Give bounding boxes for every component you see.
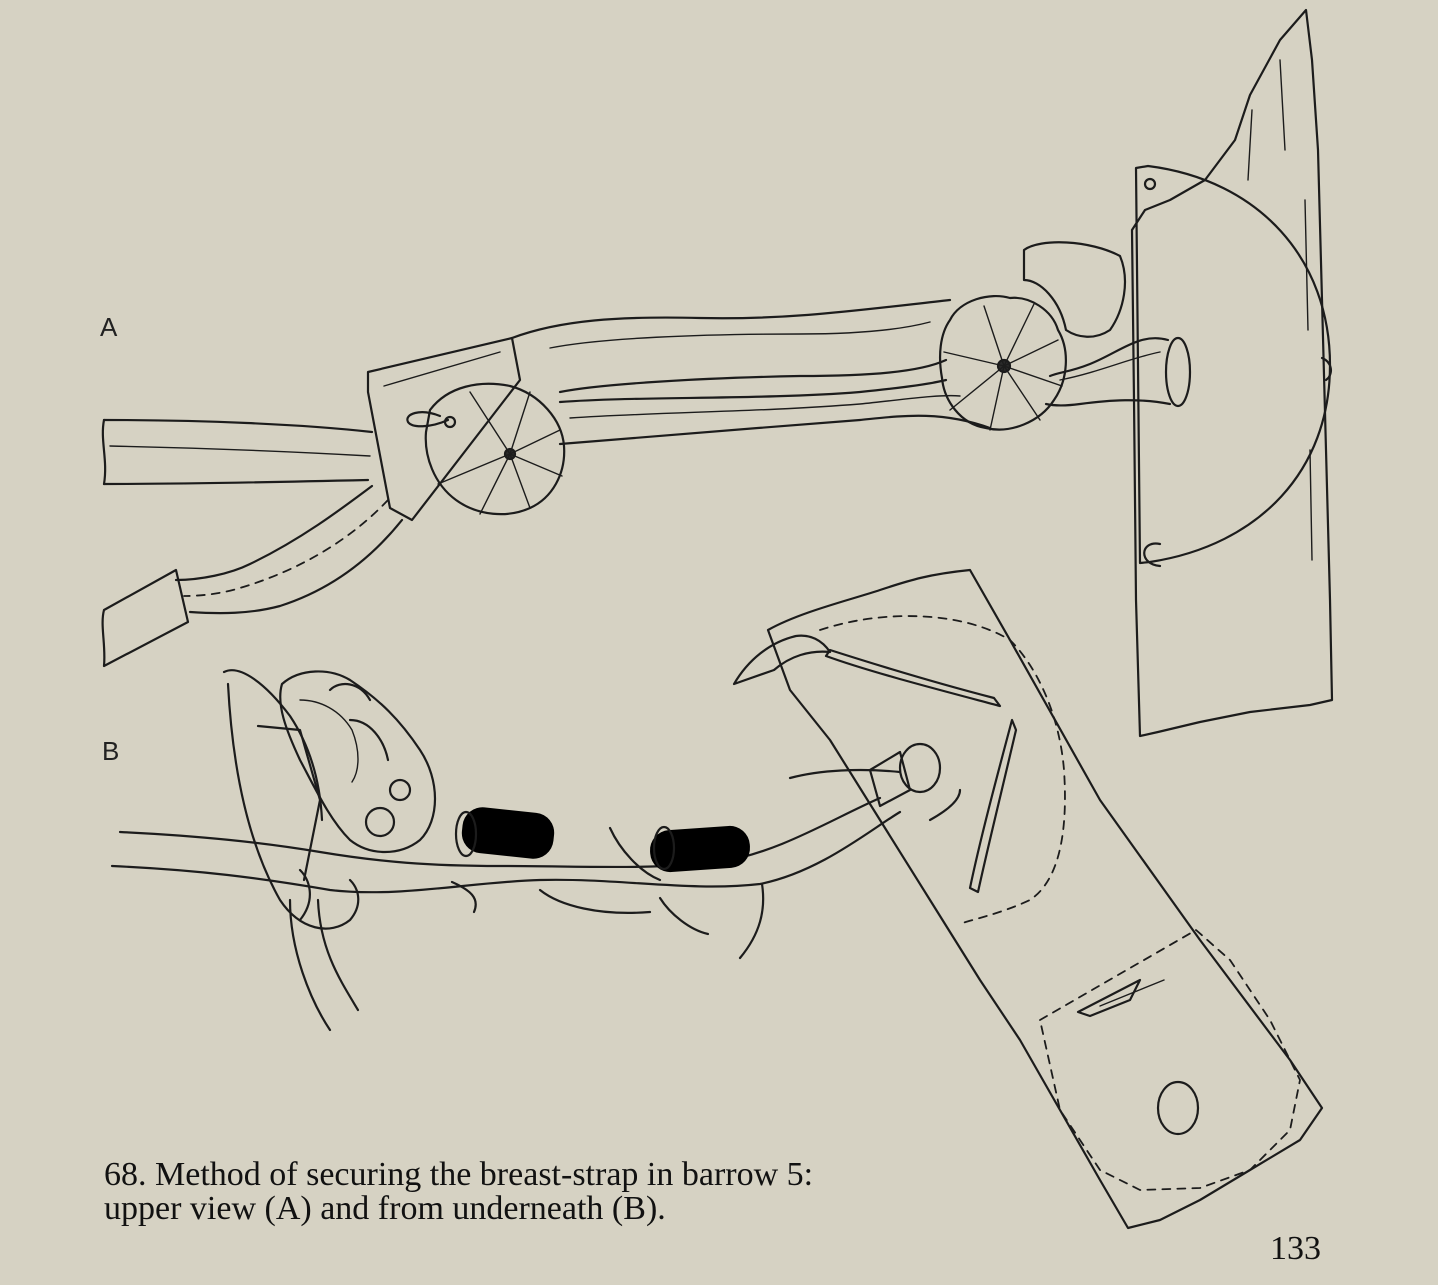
figure-number: 68. <box>104 1156 147 1193</box>
caption-line-1 <box>104 1158 1004 1192</box>
oval-hole <box>1158 1082 1198 1134</box>
figure-caption <box>104 1158 1004 1226</box>
view-a-label: A <box>100 312 118 342</box>
caption-text-2b: ) and from underneath ( <box>300 1190 624 1227</box>
caption-text-2a: upper view ( <box>104 1190 276 1227</box>
stud-head-a <box>1166 338 1190 406</box>
torn-leather-panel-b <box>768 570 1322 1228</box>
caption-text-1: Method of securing the breast-strap in barrow 5: <box>146 1156 814 1193</box>
view-a-drawing <box>103 10 1332 736</box>
view-b-label: B <box>102 736 120 766</box>
page-number: 133 <box>1270 1230 1321 1267</box>
flower-boss-right <box>940 296 1066 430</box>
caption-line-2 <box>104 1192 1004 1226</box>
caption-text-2c: ). <box>645 1190 666 1227</box>
torn-leather-panel-a <box>1132 10 1332 736</box>
stud-head-b <box>900 744 940 792</box>
upper-strap-a <box>512 300 950 338</box>
view-b-drawing <box>112 570 1322 1228</box>
caption-label-b: B <box>623 1190 646 1227</box>
semicircular-plate <box>1136 166 1330 563</box>
caption-label-a: A <box>275 1190 301 1227</box>
lower-strap-a <box>560 380 946 402</box>
left-strap-a <box>104 420 372 432</box>
